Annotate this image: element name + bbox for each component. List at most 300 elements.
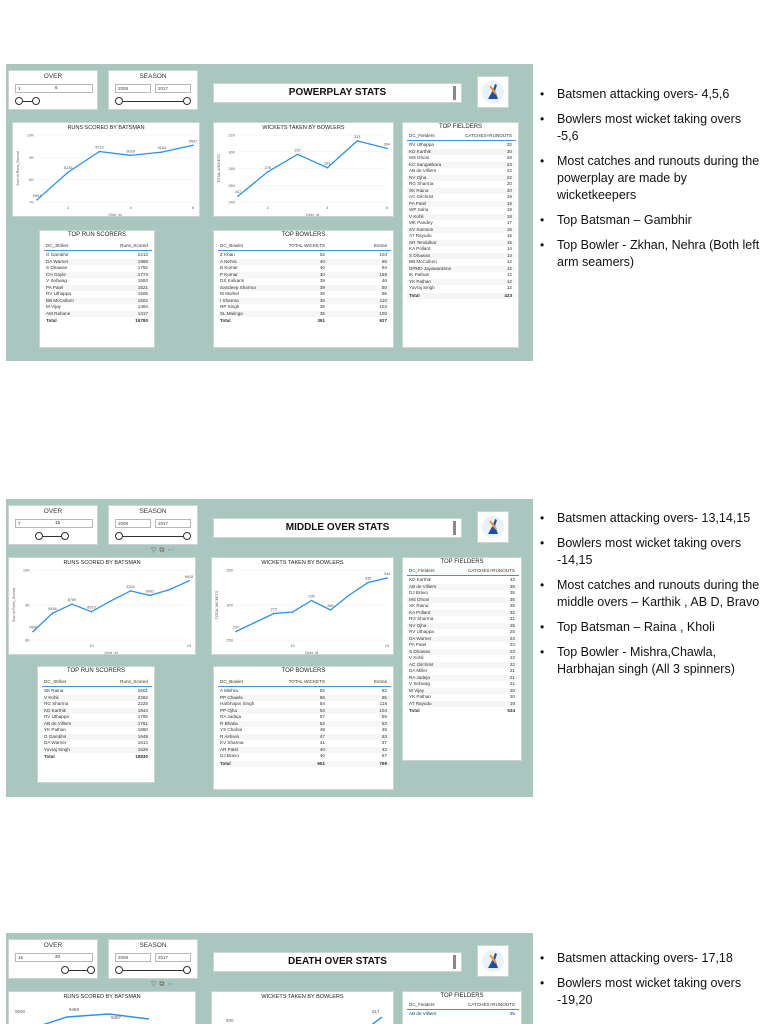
table-cell: 12 — [506, 285, 512, 290]
note-item: • Top Bowler - Zkhan, Nehra (Both left arm seamers) — [538, 237, 760, 271]
table-cell: 23 — [509, 642, 515, 647]
page-title: DEATH OVER STATS — [213, 952, 462, 972]
table-cell: 63 — [381, 733, 387, 739]
season-slider-track — [119, 101, 187, 102]
y-tick-label: 7K — [29, 199, 34, 205]
data-point — [348, 594, 350, 596]
table-cell: 22 — [506, 168, 512, 173]
table-cell: 46 — [381, 278, 387, 283]
table-cell: 1494 — [137, 304, 148, 309]
total-value: 391 — [317, 318, 325, 323]
column-header[interactable]: DC_Fielders — [409, 1002, 435, 1007]
table-cell: 1650 — [137, 727, 148, 732]
over-slider-start-knob[interactable] — [35, 532, 43, 540]
top-fielders-table[interactable] — [402, 122, 519, 348]
x-tick-label: 2 — [67, 205, 70, 210]
table-cell: KA Pollard — [409, 246, 431, 251]
table-row[interactable] — [407, 1011, 519, 1018]
table-cell: 1506 — [137, 291, 148, 296]
total-label: Total — [409, 292, 420, 298]
table-cell: RG Sharma — [409, 181, 434, 186]
runs-line-chart[interactable] — [8, 557, 196, 655]
column-header[interactable]: TOTAL WICKETS — [288, 243, 325, 248]
table-total-row — [218, 318, 391, 325]
filter-icon[interactable]: ▽ — [151, 981, 157, 988]
table-cell: DA Warner — [409, 635, 432, 641]
table-cell: WP Saha — [409, 207, 429, 212]
top-bowlers-title: TOP BOWLERS — [281, 232, 326, 238]
table-cell: 19 — [506, 207, 512, 212]
table-cell: M Morkel — [220, 291, 239, 296]
table-cell: AC Gilchrist — [409, 194, 434, 199]
top-bowlers-table[interactable] — [213, 230, 394, 348]
top-bowlers-table[interactable] — [213, 666, 394, 790]
table-cell: 1968 — [137, 258, 148, 264]
data-point — [91, 611, 93, 613]
table-cell: G Gambhir — [44, 733, 67, 739]
table-cell: 1649 — [137, 733, 148, 739]
table-cell: CH Gayle — [46, 271, 66, 277]
table-cell: 48 — [381, 727, 387, 732]
table-cell: 40 — [319, 258, 325, 264]
table-cell: 67 — [381, 753, 387, 758]
table-cell: AB de Villiers — [44, 720, 72, 726]
season-slicer[interactable] — [108, 70, 198, 110]
table-cell: 1417 — [137, 310, 148, 316]
season-slicer-label: SEASON — [139, 508, 167, 515]
column-header[interactable]: CATCHES+RUNOUTS — [467, 1002, 515, 1007]
column-header[interactable]: DC_Fielders — [409, 568, 435, 573]
total-value: 769 — [379, 760, 387, 766]
column-header[interactable]: TOTAL WICKETS — [288, 679, 325, 684]
season-slider-start-knob[interactable] — [115, 97, 123, 105]
y-tick-label: 10K — [22, 567, 30, 573]
data-point — [311, 600, 313, 602]
x-tick-label: 6 — [385, 205, 389, 210]
table-cell: 47 — [319, 733, 325, 739]
wickets-line-chart[interactable] — [211, 557, 394, 655]
y-tick-label: 8K — [29, 177, 34, 183]
table-cell: 2262 — [137, 694, 148, 700]
table-cell: AB de Villiers — [409, 1011, 437, 1016]
season-to-input[interactable]: 2017 — [155, 953, 191, 962]
runs-chart-title: RUNS SCORED BY BATSMAN — [63, 560, 141, 566]
runs-chart-title: RUNS SCORED BY BATSMAN — [67, 125, 145, 131]
table-cell: 35 — [509, 590, 515, 595]
table-cell: Yuvraj Singh — [44, 746, 70, 752]
table-cell: V Sehwag — [409, 681, 430, 686]
season-slider-track — [119, 536, 187, 537]
season-to-input[interactable]: 2017 — [155, 519, 191, 528]
top-run-scorers-table[interactable] — [39, 230, 155, 348]
note-item: • Bowlers most wicket taking overs -5,6 — [538, 111, 760, 145]
table-cell: RV Uthappa — [409, 142, 434, 147]
total-value: 927 — [379, 318, 387, 323]
total-value: 16780 — [135, 318, 148, 323]
table-row[interactable] — [407, 701, 519, 708]
table-cell: 2213 — [137, 252, 148, 257]
table-cell: SK Raina — [409, 603, 429, 608]
table-cell: AM Rahane — [46, 310, 71, 316]
y-tick-label: 9K — [25, 602, 30, 608]
wickets-series-line — [362, 1017, 382, 1024]
y-tick-label: 280 — [228, 166, 235, 171]
over-from-input[interactable]: 16 — [15, 953, 93, 962]
note-item: • Top Bowler - Mishra,Chawla, Harbhajan singh (All 3 spinners) — [538, 644, 760, 678]
table-cell: 1774 — [137, 271, 148, 277]
table-cell: 31 — [509, 616, 515, 621]
table-cell: PA Patel — [409, 642, 427, 647]
data-point — [386, 577, 388, 579]
table-row[interactable] — [42, 747, 152, 754]
table-cell: 25 — [509, 622, 515, 628]
powerplay-notes — [538, 86, 760, 279]
column-header[interactable]: Runs_Scored — [120, 679, 148, 684]
season-from-input[interactable]: 2008 — [115, 519, 151, 528]
data-point — [330, 609, 332, 611]
x-tick-label: 10 — [89, 643, 94, 648]
season-from-input[interactable]: 2008 — [115, 953, 151, 962]
over-slider-end-knob[interactable] — [61, 532, 69, 540]
table-cell: 21 — [509, 674, 515, 680]
season-slicer[interactable] — [108, 939, 198, 979]
table-cell: BB McCullum — [409, 259, 437, 264]
table-cell: DJ Bravo — [220, 753, 239, 758]
table-cell: V Kohli — [409, 213, 424, 219]
over-to-value: 20 — [55, 954, 61, 959]
table-cell: G Gambhir — [46, 252, 69, 257]
table-cell: SL Malinga — [220, 310, 243, 316]
over-slicer[interactable] — [8, 505, 98, 545]
table-cell: Z Khan — [220, 252, 235, 257]
table-cell: RV Uthappa — [409, 629, 434, 634]
table-cell: 1502 — [137, 297, 148, 303]
table-cell: M Vijay — [409, 687, 424, 693]
note-item: • Batsmen attacking overs- 17,18 — [538, 950, 760, 967]
season-from-input[interactable]: 2008 — [115, 84, 151, 93]
data-label: 9213 — [95, 145, 104, 150]
filter-icon[interactable]: ▽ — [151, 547, 157, 554]
table-cell: V Kohli — [409, 655, 424, 660]
table-cell: 12 — [506, 259, 512, 264]
focus-mode-icon[interactable]: ⧉ — [159, 547, 165, 554]
data-label: 8230 — [63, 166, 73, 171]
table-cell: YK Pathan — [409, 694, 431, 699]
table-row[interactable] — [44, 311, 152, 318]
season-slider-end-knob[interactable] — [183, 532, 191, 540]
season-to-input[interactable]: 2017 — [155, 84, 191, 93]
table-cell: PA Patel — [46, 284, 64, 290]
table-cell: 50 — [381, 284, 387, 290]
top-fielders-title: TOP FIELDERS — [438, 124, 483, 130]
table-row[interactable] — [218, 753, 391, 760]
table-cell: 35 — [509, 1011, 515, 1016]
fielders-table-body — [407, 566, 519, 760]
table-cell: DS Kulkarni — [220, 278, 245, 283]
column-header[interactable]: Extras — [373, 243, 387, 248]
table-cell: PP Ojha — [220, 707, 238, 713]
column-header[interactable]: DC_Fielders — [409, 133, 435, 138]
note-item: • Most catches and runouts during the powerplay are made by wicketkeepers — [538, 153, 760, 204]
runs-line-chart[interactable] — [8, 991, 196, 1024]
table-cell: 40 — [319, 753, 325, 758]
table-cell: 41 — [319, 740, 325, 745]
table-cell: 12 — [506, 265, 512, 271]
x-axis-title: Over_id — [108, 213, 122, 217]
table-cell: 40 — [319, 271, 325, 277]
table-cell: 1761 — [137, 720, 148, 726]
data-point — [356, 140, 358, 142]
table-cell: AB de Villiers — [409, 583, 437, 589]
season-slicer[interactable] — [108, 505, 198, 545]
wickets-chart-plot — [212, 992, 394, 1024]
table-cell: SV Samson — [409, 226, 434, 232]
table-cell: 1792 — [137, 265, 148, 270]
table-cell: 92 — [319, 688, 325, 693]
y-tick-label: 260 — [228, 182, 235, 188]
top-run-scorers-table[interactable] — [37, 666, 155, 783]
over-slider-end-knob[interactable] — [87, 966, 95, 974]
table-header — [218, 241, 391, 251]
table-cell: 19 — [506, 194, 512, 199]
more-options-icon[interactable]: ⋯ — [167, 547, 175, 554]
data-point — [161, 151, 163, 153]
data-point — [254, 622, 256, 624]
table-cell: 59 — [381, 714, 387, 719]
data-point — [130, 155, 132, 157]
table-cell: RV Uthappa — [44, 714, 69, 719]
table-cell: 23 — [509, 655, 515, 660]
table-cell: 20 — [509, 687, 515, 693]
table-cell: B Kumar — [220, 265, 238, 270]
table-cell: 2225 — [137, 701, 148, 706]
table-cell: 23 — [506, 161, 512, 167]
y-axis-title: TOTAL WICKETS — [217, 154, 221, 183]
over-slicer[interactable] — [8, 939, 98, 979]
total-label: Total — [44, 754, 55, 759]
table-cell: YK Pathan — [44, 727, 66, 732]
data-label: 281 — [324, 161, 331, 166]
table-header — [42, 677, 152, 687]
wickets-line-chart[interactable] — [213, 122, 394, 217]
season-slider-start-knob[interactable] — [115, 532, 123, 540]
table-total-row — [407, 708, 519, 715]
table-cell: AB de Villiers — [409, 168, 437, 173]
table-cell: 22 — [506, 174, 512, 180]
total-label: Total — [409, 708, 420, 713]
table-header — [407, 131, 516, 141]
x-axis-title: Over_id — [104, 651, 118, 655]
data-label: 273 — [270, 607, 277, 612]
death-overs-notes — [538, 950, 760, 1017]
note-item: • Batsmen attacking overs- 4,5,6 — [538, 86, 760, 103]
table-cell: MK Pandey — [409, 220, 433, 225]
over-slicer[interactable] — [8, 70, 98, 110]
note-item: • Top Batsman – Raina , Kholi — [538, 619, 760, 636]
table-cell: 14 — [506, 246, 512, 251]
column-header[interactable]: CATCHES+RUNOUTS — [467, 568, 515, 573]
data-point — [149, 595, 151, 597]
table-cell: RG Sharma — [409, 616, 434, 621]
table-cell: 103 — [379, 304, 387, 309]
over-from-input[interactable]: 7 — [15, 519, 93, 528]
data-point — [273, 613, 275, 615]
death-overs-dashboard — [6, 933, 533, 1024]
table-cell: A Mishra — [220, 688, 238, 693]
table-cell: 15 — [506, 233, 512, 238]
table-cell: RA Jadeja — [220, 714, 241, 719]
table-cell: KA Pollard — [409, 609, 431, 615]
table-cell: 21 — [509, 668, 515, 673]
column-header[interactable]: DC_Bowler — [220, 243, 244, 248]
data-label: 517 — [372, 1009, 380, 1014]
table-cell: 1593 — [137, 278, 148, 283]
table-cell: 12 — [506, 272, 512, 277]
y-tick-label: 240 — [228, 199, 235, 205]
table-cell: 65 — [381, 258, 387, 264]
more-options-icon[interactable]: ⋯ — [167, 981, 175, 988]
table-cell: M Vijay — [46, 304, 61, 309]
column-header[interactable]: Extras — [373, 679, 387, 684]
over-slider-start-knob[interactable] — [61, 966, 69, 974]
data-label: 8456 — [48, 607, 57, 612]
table-cell: DJ Bravo — [409, 590, 428, 595]
y-tick-label: 300 — [226, 602, 233, 608]
table-cell: 19 — [506, 200, 512, 206]
data-label: 9253 — [126, 584, 135, 589]
table-row[interactable] — [218, 311, 391, 318]
table-cell: IK Pathan — [409, 272, 430, 277]
over-slicer-label: OVER — [43, 942, 63, 949]
over-from-input[interactable]: 1 — [15, 84, 93, 93]
x-tick-label: 15 — [384, 643, 390, 648]
focus-mode-icon[interactable]: ⧉ — [159, 981, 165, 988]
table-cell: P Kumar — [220, 271, 238, 277]
table-cell: 15 — [506, 239, 512, 245]
data-point — [188, 580, 190, 582]
y-tick-label: 350 — [226, 567, 233, 573]
table-cell: 35 — [319, 297, 325, 303]
top-fielders-table[interactable] — [402, 991, 522, 1024]
data-label: 335 — [364, 576, 372, 581]
data-label: 9028 — [126, 149, 135, 154]
series-line — [37, 145, 193, 200]
data-label: 8780 — [67, 598, 77, 603]
table-cell: 20 — [506, 187, 512, 193]
table-cell: RP Singh — [220, 304, 240, 309]
table-cell: 21 — [509, 681, 515, 686]
runs-chart-plot — [9, 558, 196, 655]
middle-overs-dashboard — [6, 499, 533, 797]
table-cell: Sandeep Sharma — [220, 284, 256, 290]
data-point — [327, 167, 329, 169]
table-cell: DA Miller — [409, 668, 428, 673]
table-cell: 85 — [381, 694, 387, 700]
runs-table-body — [44, 241, 152, 346]
table-cell: 22 — [509, 661, 515, 667]
data-label: 344 — [383, 572, 391, 576]
data-label: 9092 — [145, 589, 155, 594]
table-cell: 159 — [379, 271, 387, 277]
top-run-scorers-title: TOP RUN SCORERS — [67, 232, 127, 238]
bowlers-table-body — [218, 677, 391, 789]
data-label: 237 — [232, 625, 240, 630]
table-cell: BB McCullum — [46, 297, 74, 303]
fielders-table-body — [407, 131, 516, 346]
column-header[interactable]: Runs_Scored — [120, 243, 148, 248]
data-label: 304 — [383, 142, 391, 147]
data-point — [367, 582, 369, 584]
data-label: 299 — [308, 594, 315, 599]
table-cell: KC Sangakkara — [409, 161, 442, 167]
batsman-logo-icon — [481, 515, 505, 539]
table-cell: 35 — [319, 310, 325, 316]
wickets-chart-title: WICKETS TAKEN BY BOWLERS — [262, 125, 345, 131]
table-cell: 52 — [319, 252, 325, 257]
table-cell: 94 — [381, 265, 387, 270]
table-cell: KD Karthik — [409, 148, 431, 154]
runs-series-line — [39, 1014, 149, 1024]
table-cell: 1521 — [137, 284, 148, 290]
runs-line-chart[interactable] — [12, 122, 200, 217]
middle-overs-notes — [538, 510, 760, 686]
column-header[interactable]: CATCHES+RUNOUTS — [464, 133, 512, 138]
table-total-row — [44, 318, 152, 325]
column-header[interactable]: DC_Bowler — [220, 679, 244, 684]
season-slider-start-knob[interactable] — [115, 966, 123, 974]
table-cell: R Bhatia — [220, 720, 238, 726]
total-value: 18830 — [135, 754, 148, 759]
data-label: 276 — [264, 165, 271, 170]
over-slicer-label: OVER — [43, 73, 63, 80]
wickets-chart-plot — [212, 558, 394, 655]
table-header — [44, 241, 152, 251]
column-header[interactable]: DC_Striker — [44, 679, 67, 684]
over-slider-end-knob[interactable] — [32, 97, 40, 105]
season-slider-end-knob[interactable] — [183, 97, 191, 105]
y-axis-title: TOTAL WICKETS — [215, 590, 219, 620]
table-cell: 19 — [509, 700, 515, 706]
y-tick-label: 10K — [26, 132, 34, 138]
top-fielders-title: TOP FIELDERS — [440, 993, 484, 999]
table-cell: RV Uthappa — [46, 291, 71, 296]
table-cell: 104 — [379, 707, 387, 713]
season-slider-track — [119, 970, 187, 971]
table-cell: 63 — [319, 707, 325, 713]
total-label: Total — [220, 318, 231, 323]
column-header[interactable]: DC_Striker — [46, 243, 69, 248]
data-point — [71, 603, 73, 605]
table-cell: 12 — [506, 278, 512, 284]
note-item: • Top Batsman – Gambhir — [538, 212, 760, 229]
table-row[interactable] — [407, 285, 516, 292]
table-cell: AC Gilchrist — [409, 661, 434, 667]
table-cell: RA Jadeja — [409, 674, 430, 680]
table-cell: 100 — [379, 310, 387, 316]
season-slider-end-knob[interactable] — [183, 966, 191, 974]
table-cell: 82 — [381, 688, 387, 693]
table-cell: 30 — [506, 148, 512, 154]
y-tick-label: 250 — [226, 637, 233, 643]
batsman-logo-icon — [481, 80, 505, 104]
wickets-chart-title: WICKETS TAKEN BY BOWLERS — [261, 994, 344, 1000]
ipl-logo — [477, 945, 509, 977]
over-slider-start-knob[interactable] — [15, 97, 23, 105]
wickets-line-chart[interactable] — [211, 991, 394, 1024]
top-fielders-table[interactable] — [402, 557, 522, 761]
visual-toolbar — [148, 546, 174, 555]
y-tick-label: 9K — [29, 154, 34, 160]
